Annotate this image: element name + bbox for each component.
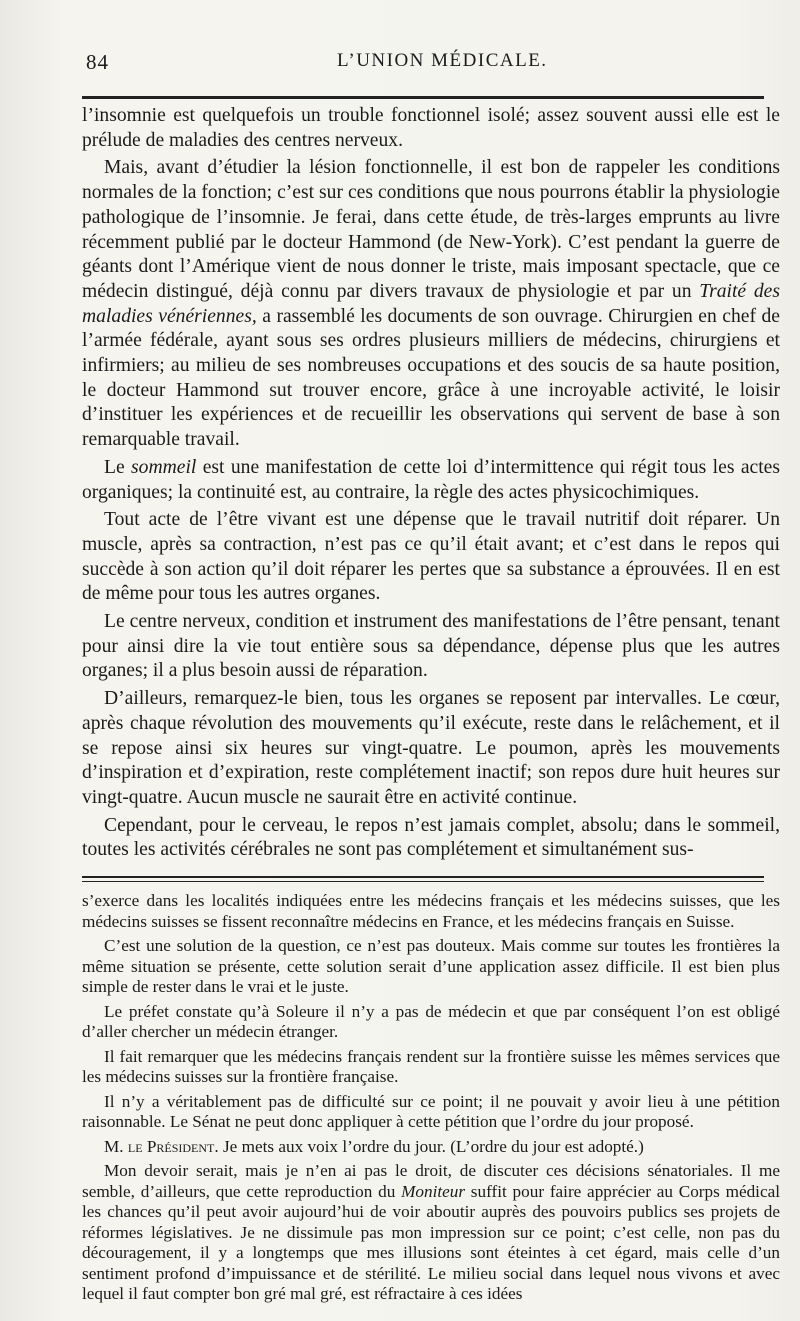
note-paragraph: M. le Président. Je mets aux voix l’ordre du jour. (L’ordre du jour est adopté.): [104, 1136, 644, 1156]
section-divider: [82, 876, 764, 882]
paragraph: Le centre nerveux, condition et instrument des manifestations de l’être pensant, tenant pour ainsi dire la vie tout entière sous sa dépendance, dépense plus que les autres organes; il a plus besoin aussi de réparation.: [82, 611, 780, 682]
journal-name: Moniteur: [401, 1181, 466, 1201]
running-title: L’UNION MÉDICALE.: [337, 50, 548, 71]
paragraph: l’insomnie est quelquefois un trouble fonctionnel isolé; assez souvent aussi elle est le prélude de maladies des centres nerveux.: [82, 105, 780, 151]
note-paragraph: Le préfet constate qu’à Soleure il n’y a pas de médecin et que par conséquent l’on est obligé d’aller chercher un médecin étranger.: [82, 1001, 780, 1042]
note-paragraph: s’exerce dans les localités indiquées entre les médecins français et les médecins suisses, que les médecins suisses se fissent reconnaître médecins en France, et les médecins français en Suisse.: [82, 891, 780, 931]
paragraph: D’ailleurs, remarquez-le bien, tous les organes se reposent par intervalles. Le cœur, après chaque révolution des mouvements qu’il exécute, reste dans le relâchement, et il se repose ainsi six heures sur vingt-quatre. Le poumon, après les mouvements d’inspiration et d’expiration, reste complétement inactif; son repos dure huit heures sur vingt-quatre. Aucun muscle ne saurait être en activité continue.: [82, 688, 780, 808]
paragraph: Le sommeil est une manifestation de cette loi d’intermittence qui régit tous les actes organiques; la continuité est, au contraire, la règle des actes physicochimiques.: [82, 456, 780, 503]
note-paragraph: Mon devoir serait, mais je n’en ai pas le droit, de discuter ces décisions sénatoriales. Il me semble, d’ailleurs, que cette reproduction du Moniteur suffit pour faire apprécier au Corps médical les chances qu’il peut avoir aujourd’hui de voir aboutir auprès des pouvoirs publics ses projets de réformes législatives. Je ne dissimule pas mon impression sur ce point; c’est celle, non pas du découragement, il y a longtemps que mes illusions sont éteintes à cet égard, mais celle d’un sentiment profond d’impuissance et de stérilité. Le milieu social dans lequel nous vivons et avec lequel il faut compter bon gré mal gré, est réfractaire à ces idées: [82, 1161, 780, 1304]
book-title: Traité des maladies vénériennes,: [82, 280, 780, 327]
header-rule: [82, 96, 764, 99]
main-text: [82, 104, 780, 863]
note-paragraph: Il n’y a véritablement pas de difficulté sur ce point; il ne pouvait y avoir lieu à une pétition raisonnable. Le Sénat ne peut donc appliquer à cette pétition que l’ordre du jour proposé.: [82, 1091, 780, 1132]
speaker-name: M. le Président.: [104, 1136, 219, 1156]
note-paragraph: Il fait remarquer que les médecins français rendent sur la frontière suisse les mêmes services que les médecins suisses sur la frontière française.: [82, 1046, 780, 1087]
paragraph: Tout acte de l’être vivant est une dépense que le travail nutritif doit réparer. Un muscle, après sa contraction, n’est pas ce qu’il était avant; et c’est dans le repos qui succède à son action qu’il doit réparer les pertes que sa substance a éprouvées. Il en est de même pour tous les autres organes.: [82, 509, 780, 605]
paragraph: Mais, avant d’étudier la lésion fonctionnelle, il est bon de rappeler les conditions normales de la fonction; c’est sur ces conditions que nous pourrons établir la physiologie pathologique de l’insomnie. Je ferai, dans cette étude, de très-larges emprunts au livre récemment publié par le docteur Hammond (de New-York). C’est pendant la guerre de géants dont l’Amérique vient de nous donner le triste, mais imposant spectacle, que ce médecin distingué, déjà connu par divers travaux de physiologie et par un Traité des maladies vénériennes, a rassemblé les documents de son ouvrage. Chirurgien en chef de l’armée fédérale, ayant sous ses ordres plusieurs milliers de médecins, chirurgiens et infirmiers; au milieu de ses nombreuses occupations et des soucis de sa haute position, le docteur Hammond sut trouver encore, grâce à une incroyable activité, le loisir d’instituer les expériences et de recueillir les observations qui servent de base à son remarquable travail.: [82, 157, 780, 451]
feuilleton-text: [82, 891, 780, 1305]
note-paragraph: C’est une solution de la question, ce n’est pas douteux. Mais comme sur toutes les frontières la même situation se présente, cette solution serait d’une application assez difficile. Il est bien plus simple de rester dans le vrai et le juste.: [82, 936, 780, 997]
paragraph: Cependant, pour le cerveau, le repos n’est jamais complet, absolu; dans le sommeil, toutes les activités cérébrales ne sont pas complétement et simultanément sus-: [82, 814, 780, 861]
emphasis-sommeil: sommeil: [131, 456, 197, 478]
page-number: 84: [86, 50, 109, 74]
page-header: [82, 0, 780, 96]
